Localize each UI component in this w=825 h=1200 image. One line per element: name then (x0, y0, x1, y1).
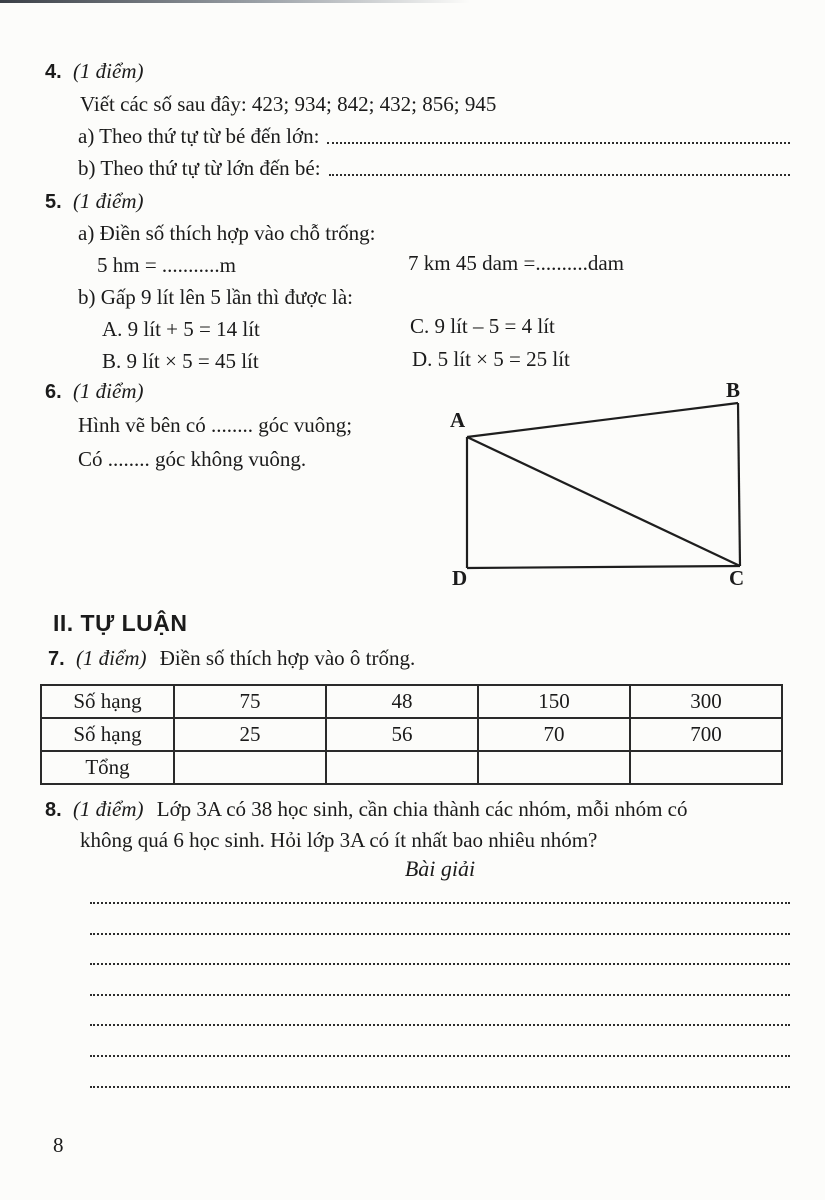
page-number: 8 (53, 1133, 64, 1157)
q8-text-line-1: Lớp 3A có 38 học sinh, cần chia thành các nhóm, mỗi nhóm có (156, 797, 688, 821)
vertex-label-b: B (726, 378, 741, 402)
q4-b-answer-blank (329, 174, 790, 176)
q5-option-d: D. 5 lít × 5 = 25 lít (412, 347, 570, 371)
q8-points: (1 điểm) (72, 797, 144, 821)
q5-a-label: a) Điền số thích hợp vào chỗ trống: (78, 221, 376, 245)
q4-a-label: a) Theo thứ tự từ bé đến lớn: (78, 124, 320, 148)
q6-header (45, 378, 152, 405)
answer-line (90, 963, 790, 965)
q4-a-answer-blank (327, 142, 790, 144)
answer-line (90, 1086, 790, 1088)
q6-points: (1 điểm) (72, 379, 144, 403)
q7-header (48, 645, 415, 672)
answer-line (90, 994, 790, 996)
q8-number: 8. (45, 799, 62, 821)
q4-answer-a (78, 123, 792, 149)
table-cell: 75 (174, 685, 326, 718)
q5-points: (1 điểm) (72, 189, 144, 213)
q7-text: Điền số thích hợp vào ô trống. (159, 646, 416, 670)
scan-artifact-top-edge (0, 0, 470, 3)
q8-solution-title: Bài giải (404, 856, 476, 881)
q5-b-label: b) Gấp 9 lít lên 5 lần thì được là: (78, 285, 354, 309)
q7-points: (1 điểm) (75, 646, 147, 670)
q6-figure (440, 380, 760, 595)
row-label: Tổng (41, 751, 174, 784)
answer-line (90, 1055, 790, 1057)
q7-table (40, 684, 783, 785)
q6-line-2: Có ........ góc không vuông. (78, 447, 307, 471)
q5-number: 5. (45, 191, 62, 213)
q5-header (45, 188, 152, 215)
table-cell: 25 (174, 718, 326, 751)
vertex-label-d: D (452, 566, 468, 590)
q5-fill-2: 7 km 45 dam =..........dam (408, 251, 624, 275)
table-cell-empty (630, 751, 782, 784)
q8-header (45, 796, 687, 823)
q5-option-c: C. 9 lít – 5 = 4 lít (410, 314, 555, 338)
table-cell: 700 (630, 718, 782, 751)
table-row (41, 751, 782, 784)
table-row (41, 718, 782, 751)
q4-points: (1 điểm) (72, 59, 144, 83)
q5-fill-1: 5 hm = ...........m (97, 253, 237, 277)
section-2-title: II. TỰ LUẬN (53, 610, 188, 636)
q4-number: 4. (45, 61, 62, 83)
answer-line (90, 902, 790, 904)
q6-line-1: Hình vẽ bên có ........ góc vuông; (78, 413, 353, 437)
table-cell-empty (478, 751, 630, 784)
answer-line (90, 1024, 790, 1026)
table-cell: 300 (630, 685, 782, 718)
vertex-label-c: C (729, 566, 745, 590)
row-label: Số hạng (41, 718, 174, 751)
q6-number: 6. (45, 381, 62, 403)
q4-intro: Viết các số sau đây: 423; 934; 842; 432; 856; 945 (80, 92, 497, 116)
q5-option-a: A. 9 lít + 5 = 14 lít (102, 317, 260, 341)
q4-answer-b (78, 155, 792, 181)
q8-text-line-2: không quá 6 học sinh. Hỏi lớp 3A có ít nhất bao nhiêu nhóm? (80, 828, 598, 852)
q5-option-b: B. 9 lít × 5 = 45 lít (102, 349, 259, 373)
q4-header (45, 58, 152, 85)
q7-number: 7. (48, 648, 65, 670)
q4-b-label: b) Theo thứ tự từ lớn đến bé: (78, 156, 321, 180)
table-cell-empty (174, 751, 326, 784)
table-cell: 70 (478, 718, 630, 751)
vertex-label-a: A (450, 408, 466, 432)
quadrilateral-diagram (440, 380, 760, 595)
table-cell-empty (326, 751, 478, 784)
table-cell: 56 (326, 718, 478, 751)
table-row (41, 685, 782, 718)
table-cell: 150 (478, 685, 630, 718)
table-cell: 48 (326, 685, 478, 718)
row-label: Số hạng (41, 685, 174, 718)
answer-line (90, 933, 790, 935)
